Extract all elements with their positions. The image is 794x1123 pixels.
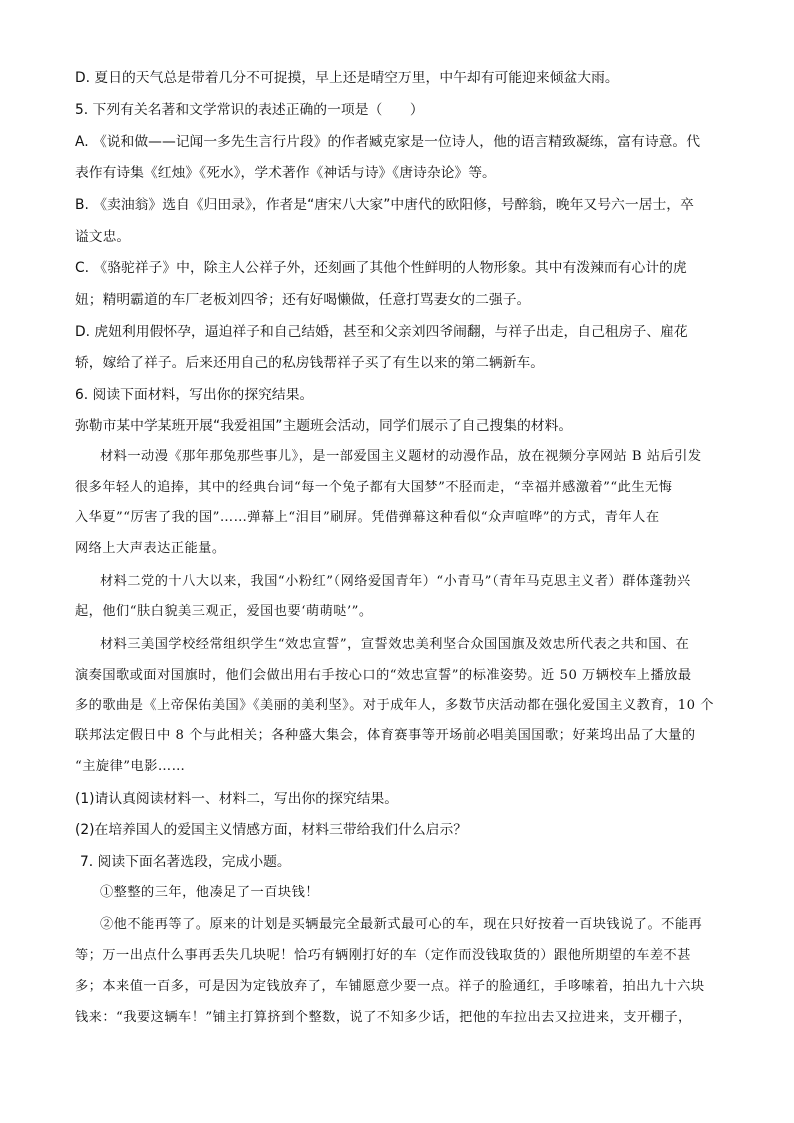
option-D-line-2: 轿，嫁给了祥子。后来还用自己的私房钱帮祥子买了有生以来的第二辆新车。 xyxy=(75,355,545,371)
material-1-line-2: 很多年轻人的追捧，其中的经典台词“每一个兔子都有大国梦”不胫而走，“幸福并感激着”“此生无悔 xyxy=(75,480,673,495)
option-A-line-1: A. 《说和做——记闻一多先生言行片段》的作者臧克家是一位诗人，他的语言精致凝练，富有诗意。代 xyxy=(75,134,701,150)
material-2-line-2: 起，他们“肤白貌美三观正，爱国也要‘萌萌哒’”。 xyxy=(75,604,373,619)
excerpt-para-2-line-4: 钱来：“我要这辆车！”铺主打算挤到个整数，说了不知多少话，把他的车拉出去又拉进来，支开棚子， xyxy=(75,1010,692,1025)
excerpt-para-2-line-3: 多；本来值一百多，可是因为定钱放弃了，车铺愿意少要一点。祥子的脸通红，手哆嗦着，拍出九十六块 xyxy=(75,979,705,994)
excerpt-para-2-line-2: 等；万一出点什么事再丢失几块呢！恰巧有辆刚打好的车（定作而没钱取货的）跟他所期望的车差不甚 xyxy=(75,948,691,963)
option-A-line-2: 表作有诗集《红烛》《死水》，学术著作《神话与诗》《唐诗杂论》等。 xyxy=(75,165,496,181)
option-B-line-2: 谥文忠。 xyxy=(75,229,131,245)
question-5-stem: 5. 下列有关名著和文学常识的表述正确的一项是（ ） xyxy=(75,102,424,118)
question-6-stem: 6. 阅读下面材料，写出你的探究结果。 xyxy=(75,387,314,403)
material-3-line-3: 多的歌曲是《上帝保佑美国》《美丽的美利坚》。对于成年人，多数节庆活动都在强化爱国主义教育，10 个 xyxy=(75,698,714,713)
material-1-line-1: 材料一动漫《那年那兔那些事儿》，是一部爱国主义题材的动漫作品，放在视频分享网站 B 站后引发 xyxy=(100,449,702,464)
question-7-stem: 7. 阅读下面名著选段，完成小题。 xyxy=(80,854,291,870)
question-6-sub-2: (2)在培养国人的爱国主义情感方面，材料三带给我们什么启示？ xyxy=(75,822,468,838)
material-3-line-5: “主旋律”电影…… xyxy=(75,759,186,774)
option-5-D-prev-question: D. 夏日的天气总是带着几分不可捉摸，早上还是晴空万里，中午却有可能迎来倾盆大雨。 xyxy=(75,70,619,86)
option-C-line-2: 妞；精明霸道的车厂老板刘四爷；还有好喝懒做，任意打骂妻女的二强子。 xyxy=(75,292,531,308)
material-1-line-3: 入华夏”“厉害了我的国”……弹幕上“泪目”刷屏。凭借弹幕这种看似“众声喧哗”的方式，青年人在 xyxy=(75,510,660,525)
material-3-line-2: 演奏国歌或面对国旗时，他们会做出用右手按心口的“效忠宣誓”的标准姿势。近 50 万辆校车上播放最 xyxy=(75,668,692,683)
option-B-line-1: B. 《卖油翁》选自《归田录》，作者是“唐宋八大家”中唐代的欧阳修，号醉翁，晚年又号六一居士，卒 xyxy=(75,197,694,213)
option-D-line-1: D. 虎妞利用假怀孕，逼迫祥子和自己结婚，甚至和父亲刘四爷闹翻，与祥子出走，自己租房子、雇花 xyxy=(75,324,688,340)
excerpt-para-1: ①整整的三年，他凑足了一百块钱！ xyxy=(100,885,319,900)
material-3-line-1: 材料三美国学校经常组织学生“效忠宣誓”，宣誓效忠美利坚合众国国旗及效忠所代表之共和国、在 xyxy=(100,637,690,652)
material-3-line-4: 联邦法定假日中 8 个与此相关；各种盛大集会，体育赛事等开场前必唱美国国歌；好莱坞出品了大量的 xyxy=(75,728,696,743)
excerpt-para-2-line-1: ②他不能再等了。原来的计划是买辆最完全最新式最可心的车，现在只好按着一百块钱说了。不能再 xyxy=(100,917,703,932)
material-1-line-4: 网络上大声表达正能量。 xyxy=(75,541,226,556)
option-C-line-1: C. 《骆驼祥子》中，除主人公祥子外，还刻画了其他个性鲜明的人物形象。其中有泼辣而有心计的虎 xyxy=(75,260,687,276)
material-2-line-1: 材料二党的十八大以来，我国“小粉红”（网络爱国青年）“小青马”（青年马克思主义者）群体蓬勃兴 xyxy=(100,574,691,589)
question-6-intro: 弥勒市某中学某班开展“我爱祖国”主题班会活动，同学们展示了自己搜集的材料。 xyxy=(75,418,573,434)
question-6-sub-1: (1)请认真阅读材料一、材料二，写出你的探究结果。 xyxy=(75,791,399,807)
